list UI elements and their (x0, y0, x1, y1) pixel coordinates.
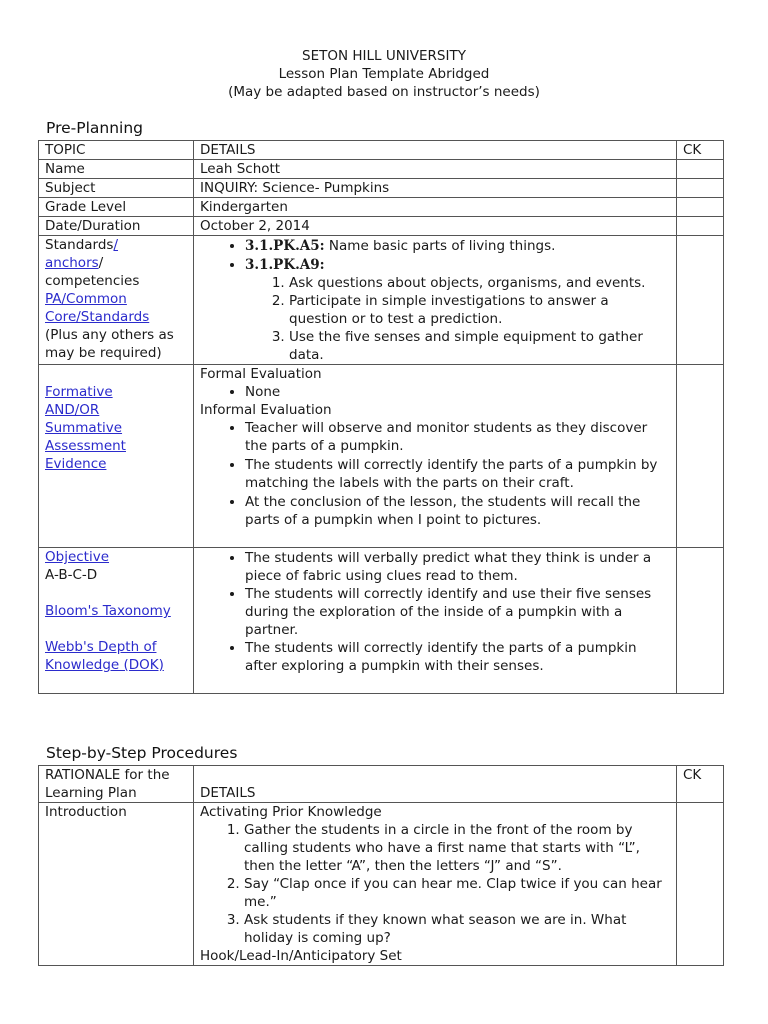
assessment-details (194, 365, 677, 548)
list-item: • The students will verbally predict what they think is under a piece of fabric using clues read to them. (245, 549, 671, 585)
col-ck: CK (677, 141, 724, 160)
standard-subitem: 1. Ask questions about objects, organisms, and events. (289, 274, 671, 292)
anchors-link-slash[interactable]: / (113, 237, 119, 253)
introduction-details (194, 803, 677, 966)
procedure-step: 1. Gather the students in a circle in the front of the room by calling students who have a first name that starts with “L”, then the letter “A”, then the letters “J” and “S”. (244, 821, 671, 875)
ck-cell (677, 217, 724, 236)
col-topic: TOPIC (39, 141, 194, 160)
col-details: DETAILS (194, 766, 677, 803)
standard-item: • 3.1.PK.A9: 1. Ask questions about objects, organisms, and events. 2. Participate in simple investigations to answer a question or to test a prediction. 3. Use the five senses and simple equipment to gather data. (245, 256, 671, 364)
objective-link[interactable]: Objective (45, 549, 110, 565)
preplanning-table (38, 140, 724, 694)
university-name: SETON HILL UNIVERSITY (302, 48, 466, 64)
procedures-title: Step-by-Step Procedures (46, 744, 238, 762)
blooms-taxonomy-link[interactable]: Bloom's Taxonomy (45, 603, 171, 619)
standard-subitem: 3. Use the five senses and simple equipment to gather data. (289, 328, 671, 364)
assessment-link[interactable]: Assessment (45, 438, 126, 454)
list-item: • The students will correctly identify the parts of a pumpkin after exploring a pumpkin with their senses. (245, 639, 671, 675)
formative-link[interactable]: Formative (45, 384, 113, 400)
hook-heading: Hook/Lead-In/Anticipatory Set (200, 948, 402, 964)
row-value: Leah Schott (194, 160, 677, 179)
ck-cell (677, 236, 724, 365)
template-note: (May be adapted based on instructor’s needs) (228, 84, 540, 100)
list-item: • The students will correctly identify and use their five senses during the exploration of the inside of a pumpkin with a partner. (245, 585, 671, 639)
list-item: • The students will correctly identify the parts of a pumpkin by matching the labels with the parts on their craft. (245, 456, 671, 492)
row-value: Kindergarten (194, 198, 677, 217)
introduction-row (39, 803, 724, 966)
anchors-link[interactable]: anchors (45, 255, 99, 271)
summative-link[interactable]: Summative (45, 420, 123, 436)
evidence-link[interactable]: Evidence (45, 456, 107, 472)
table-row (39, 179, 724, 198)
standard-item: • 3.1.PK.A5: Name basic parts of living things. (245, 237, 671, 255)
preplanning-title: Pre-Planning (46, 119, 144, 137)
list-item: • Teacher will observe and monitor students as they discover the parts of a pumpkin. (245, 419, 671, 455)
list-item: • None (245, 383, 671, 401)
list-item: • At the conclusion of the lesson, the students will recall the parts of a pumpkin when I point to pictures. (245, 493, 671, 529)
assessment-row (39, 365, 724, 548)
ck-cell (677, 198, 724, 217)
table-header-row (39, 141, 724, 160)
table-header-row (39, 766, 724, 803)
row-label: Subject (39, 179, 194, 198)
col-details: DETAILS (194, 141, 677, 160)
objective-details (194, 548, 677, 694)
standards-label: Standards/ anchors/ competencies PA/Common Core/Standards (Plus any others as may be required) (39, 236, 194, 365)
standards-row (39, 236, 724, 365)
table-row (39, 160, 724, 179)
informal-evaluation-heading: Informal Evaluation (200, 402, 332, 418)
row-label: Date/Duration (39, 217, 194, 236)
introduction-label: Introduction (39, 803, 194, 966)
standard-subitem: 2. Participate in simple investigations to answer a question or to test a prediction. (289, 292, 671, 328)
procedure-step: 3. Ask students if they known what season we are in. What holiday is coming up? (244, 911, 671, 947)
row-value: INQUIRY: Science- Pumpkins (194, 179, 677, 198)
row-value: October 2, 2014 (194, 217, 677, 236)
col-rationale: RATIONALE for the Learning Plan (39, 766, 194, 803)
ck-cell (677, 548, 724, 694)
procedures-table (38, 765, 724, 966)
standards-note: (Plus any others as may be required) (45, 327, 174, 361)
objective-label (39, 548, 194, 694)
ck-cell (677, 803, 724, 966)
webbs-dok-link[interactable]: Webb's Depth of Knowledge (DOK) (45, 639, 164, 673)
table-row (39, 198, 724, 217)
and-or-link[interactable]: AND/OR (45, 402, 100, 418)
activating-prior-knowledge-heading: Activating Prior Knowledge (200, 804, 382, 820)
ck-cell (677, 365, 724, 548)
formal-evaluation-heading: Formal Evaluation (200, 366, 322, 382)
row-label: Name (39, 160, 194, 179)
standards-details (194, 236, 677, 365)
template-title: Lesson Plan Template Abridged (278, 66, 490, 82)
objective-row (39, 548, 724, 694)
row-label: Grade Level (39, 198, 194, 217)
pa-common-link[interactable]: PA/Common (45, 291, 127, 307)
document-header (0, 47, 768, 101)
assessment-label (39, 365, 194, 548)
table-row (39, 217, 724, 236)
ck-cell (677, 160, 724, 179)
core-standards-link[interactable]: Core/Standards (45, 309, 150, 325)
col-ck: CK (677, 766, 724, 803)
ck-cell (677, 179, 724, 198)
procedure-step: 2. Say “Clap once if you can hear me. Clap twice if you can hear me.” (244, 875, 671, 911)
abcd-label: A-B-C-D (45, 567, 98, 583)
